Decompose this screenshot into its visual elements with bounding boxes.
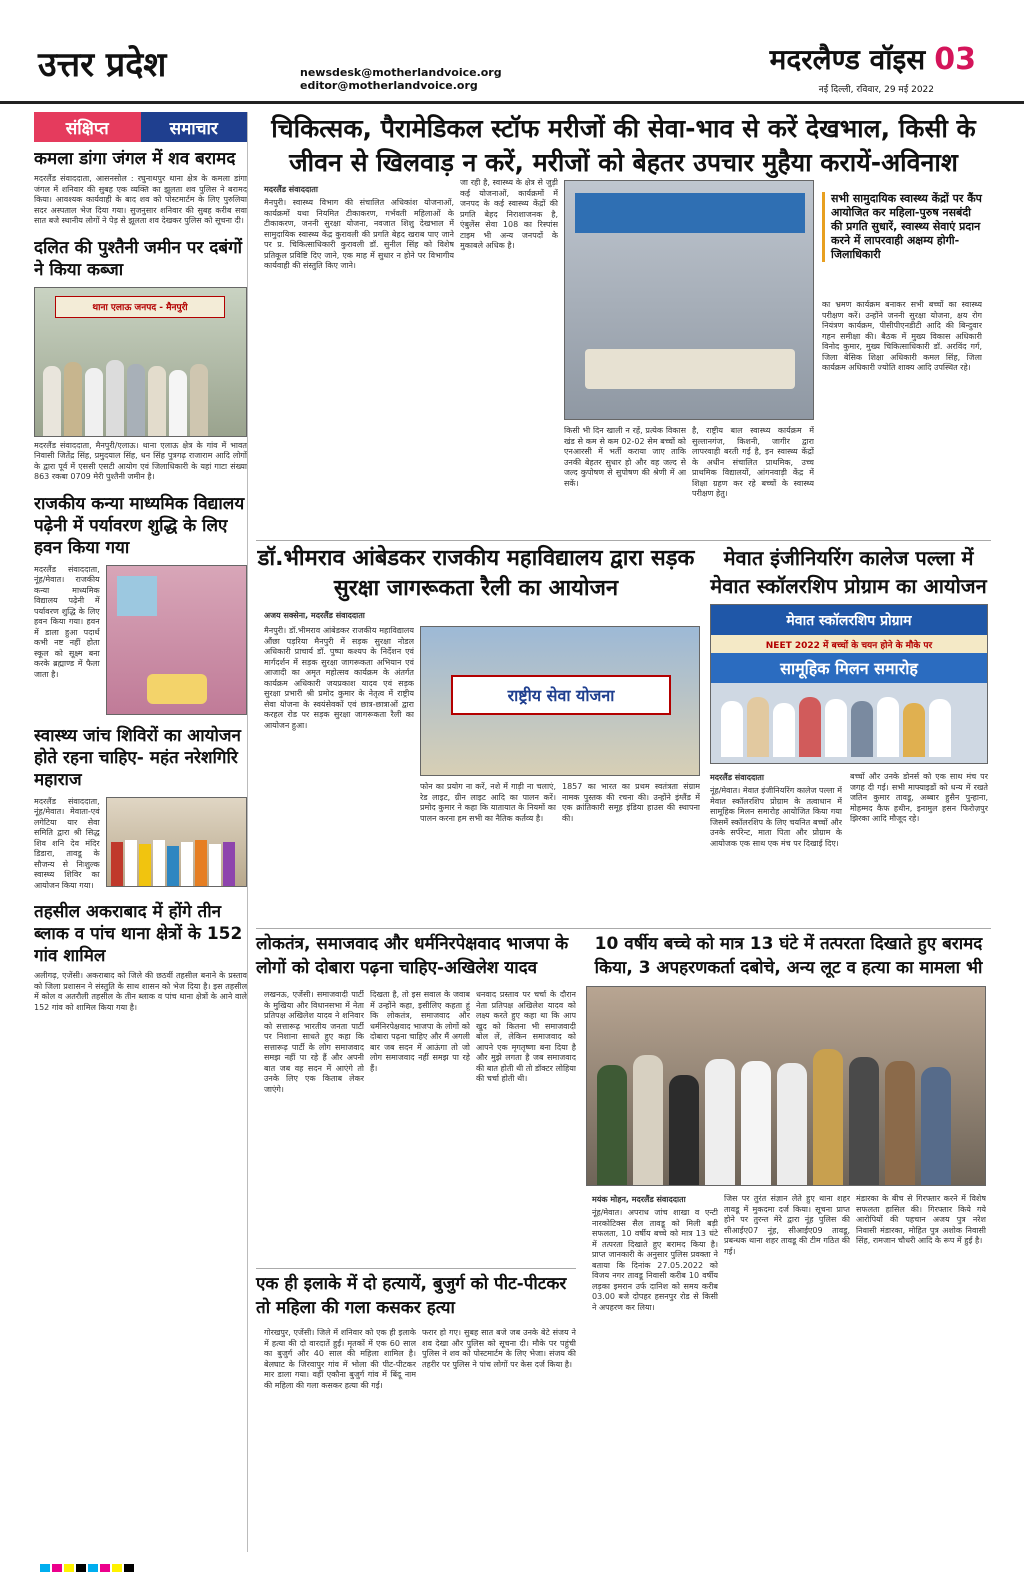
lead-body-3: किसी भी दिन खाली न रहें, प्रत्येक विकास खंड से कम से कम 02-02 सेम बच्चों को एनआरसी में भर्ती कराया जाए ताकि उनकी बेहतर सुधार हो और वह जल्द से जल्द कुपोषण से सुपोषण की श्रेणी में आ सकें। bbox=[564, 426, 686, 488]
havan-kund bbox=[147, 674, 207, 704]
mewat-byline: मदरलैंड संवाददाता bbox=[710, 773, 764, 782]
akhilesh-body-2: दिखता है, तो इस सवाल के जवाब में उन्होंने कहा, इसीलिए कहता हूं कि लोकतंत्र, समाजवाद और धर्मनिरपेक्षवाद भाजपा के लोगों को दोबारा पढ़ना चाहिए और मैं अगली बार जब सदन में आऊंगा तो जो लोग समाजवाद नहीं समझ पा रहे हैं। bbox=[370, 990, 470, 1073]
rally-body-3: 1857 का भारत का प्रथम स्वतंत्रता संग्राम नामक पुस्तक की रचना की। उन्होंने इंग्लैंड में एक क्रांतिकारी समूह इंडिया हाउस की स्थापना की। bbox=[562, 782, 700, 823]
scholarship-photo bbox=[710, 604, 988, 764]
rally-body-1: मैनपुरी। डॉ.भीमराव आंबेडकर राजकीय महाविद्यालय औंछा पड़रिया मैनपुरी में सड़क सुरक्षा नोडल अधिकारी प्राचार्य डॉ. पुष्पा कश्यप के निर्देशन एवं मार्गदर्शन में सड़क सुरक्षा जागरूकता अभियान एवं आजादी का अमृत महोत्सव कार्यक्रम के अंतर्गत कार्यक्रम अधिकारी जयप्रकाश यादव एवं सड़क सुरक्षा प्रभारी श्री प्रमोद कुमार के नेतृत्व में राष्ट्रीय सेवा योजना के स्वयंसेवकों एवं छात्र-छात्राओं द्वारा करहल रोड पर सड़क सुरक्षा जागरूकता रैली का आयोजन हुआ। bbox=[264, 626, 414, 730]
lead-body-2: जा रही है, स्वास्थ्य के क्षेत्र से जुड़ी कई योजनाओं, कार्यक्रमों में जनपद के कई स्वास्थ्य केंद्रों की प्रगति बेहद निराशाजनक है, एंबुलेंस सेवा 108 का रिस्पांस टाइम भी अन्य जनपदों के मुकाबले अधिक है। bbox=[460, 178, 558, 250]
brief-headline-3: राजकीय कन्या माध्यमिक विद्यालय पढ़ेनी में पर्यावरण शुद्धि के लिए हवन किया गया bbox=[34, 493, 245, 558]
brief-tag-2: समाचार bbox=[141, 112, 248, 142]
police-station-sign: थाना एलाऊ जनपद - मैनपुरी bbox=[55, 296, 225, 318]
meeting-photo bbox=[564, 180, 814, 420]
arrest-photo bbox=[586, 986, 986, 1186]
akhilesh-headline: लोकतंत्र, समाजवाद और धर्मनिरपेक्षवाद भाजपा के लोगों को दोबारा पढ़ना चाहिए-अखिलेश यादव bbox=[256, 934, 569, 978]
brief-body-4: मदरलैंड संवाददाता, नूंह/मेवात। मेवाता-एवं लगेटिया यार सेवा समिति द्वारा श्री सिद्ध शिव शनि देव मंदिर डिडारा, तावडू के सौजन्य से निःशुल्क स्वास्थ्य शिविर का आयोजन किया गया। bbox=[34, 796, 100, 890]
brief-headline-2: दलित की पुश्तैनी जमीन पर दबंगों ने किया कब्जा bbox=[34, 237, 243, 280]
newsdesk-email[interactable]: newsdesk@motherlandvoice.org bbox=[300, 66, 502, 79]
brief-body-1: मदरलैंड संवाददाता, आसनसोल : रघुनाथपुर थाना क्षेत्र के कमला डांगा जंगल में शनिवार की सुबह एक व्यक्ति का झूलता शव पुलिस ने बरामद किया। आवश्यक कार्यवाही के बाद शव को पोस्टमार्टम के लिए पुरुलिया सदर अस्पताल भेज दिया गया। सुजनुसार शनिवार की सुबह करीब सवा सात बजे स्थानीय लोगों ने पेड़ से झूलता शव देखकर पुलिस को सूचना दी। bbox=[34, 174, 247, 225]
brief-header bbox=[34, 112, 247, 142]
kidnap-headline: 10 वर्षीय बच्चे को मात्र 13 घंटे में तत्परता दिखाते हुए बरामद किया, 3 अपहरणकर्ता दबोचे, अन्य लूट व हत्या का मामला भी bbox=[594, 934, 983, 978]
lead-headline: चिकित्सक, पैरामेडिकल स्टॉफ मरीजों की सेवा-भाव से करें देखभाल, किसी के जीवन से खिलवाड़ न करें, मरीजों को बेहतर उपचार मुहैया करायें-अविनाश bbox=[271, 114, 976, 177]
lead-side-body: का भ्रमण कार्यक्रम बनाकर सभी बच्चों का स्वास्थ्य परीक्षण करें। उन्होंने जननी सुरक्षा योजना, क्षय रोग नियंत्रण कार्यक्रम, पीसीपीएनडीटी आदि की बिन्दुवार गहन समीक्षा की। बैठक में मुख्य विकास अधिकारी विनोद कुमार, मुख्य चिकित्साधिकारी डॉ. अरविंद गर्ग, जिला बेसिक शिक्षा अधिकारी कमल सिंह, जिला कार्यक्रम अधिकारी ज्योति शाक्य आदि उपस्थित रहे। bbox=[822, 300, 982, 372]
brand-name: मदरलैण्ड वॉइस bbox=[769, 43, 926, 76]
akhilesh-body-3: धनवाद प्रस्ताव पर चर्चा के दौरान नेता प्रतिपक्ष अखिलेश यादव को लक्ष्य करते हुए कहा था कि आप खुद को कितना भी समाजवादी बोल लें, लेकिन समाजवाद को आपने एक मृगतृष्णा बना दिया है और मुझे लगता है जब समाजवाद की बात होती थी तो डॉक्टर लोहिया की चर्चा होती थी। bbox=[476, 990, 576, 1083]
milan-banner: सामूहिक मिलन समारोह bbox=[711, 653, 987, 683]
brief-body-2: मदरलैंड संवाददाता, मैनपुरी/एलाऊ। थाना एलाऊ क्षेत्र के गांव में भावत निवासी जितेंद्र सिंह, प्रमुदयाल सिंह, धन सिंह पुत्रगढ़ राजाराम आदि लोगों के द्वारा पूर्व में एससी एसटी आयोग एवं जिलाधिकारी के यहां गाटा संख्या 863 रकबा 0709 मेरी पुश्तैनी जमीन है। bbox=[34, 440, 247, 481]
kidnap-body-3: मंडारका के बीच से गिरफ्तार करने में विशेष सफलता हासिल की। गिरफ्तार किये गये आरोपियों की पहचान अजय पुत्र नरेश निवासी मंडारका, मोहित पुत्र अशोक निवासी सिंह, रामजान चौधरी आदि के रूप में हुई है। bbox=[856, 1194, 986, 1245]
akhilesh-body-1: लखनऊ, एजेंसी। समाजवादी पार्टी के मुखिया और विधानसभा में नेता प्रतिपक्ष अखिलेश यादव ने शनिवार को सत्तारूढ़ भारतीय जनता पार्टी पर निशाना साधते हुए कहा कि सत्तारूढ़ पार्टी के लोग समाजवाद समझ नहीं पा रहे हैं और अपनी बात जब वह सदन में आएंगे तो उनके लिए एक किताब लेकर जाएंगे। bbox=[264, 990, 364, 1094]
brief-tag-1: संक्षिप्त bbox=[34, 112, 141, 142]
rally-headline: डॉ.भीमराव आंबेडकर राजकीय महाविद्यालय द्वारा सड़क सुरक्षा जागरूकता रैली का आयोजन bbox=[257, 546, 695, 601]
nss-banner: राष्ट्रीय सेवा योजना bbox=[451, 675, 671, 715]
mewat-body-1: नूंह/मेवात। मेवात इंजीनियरिंग कालेज पल्ला में मेवात स्कॉलरशिप प्रोग्राम के तत्वाधान में सामूहिक मिलन समारोह आयोजित किया गया जिसमें स्कॉलरशिप के लिए चयनित बच्चों और उनके सर्परेन्ट, माता पिता और प्रोग्राम के आयोजक एक साथ एक मंच पर दिखाई दिए। bbox=[710, 786, 842, 848]
kidnap-body-2: जिस पर तुरंत संज्ञान लेते हुए थाना शहर तावडू में मुकदमा दर्ज किया। सूचना प्राप्त होने पर तुरन्त मेरे द्वारा नूंह पुलिस की सीआईए07 नूंह, सीआईए09 तावडू, प्रबन्धक थाना शहर तावडू की टीम गठित की गई। bbox=[724, 1194, 850, 1256]
scholarship-banner: मेवात स्कॉलरशिप प्रोग्राम bbox=[711, 605, 987, 635]
rally-body-2: फोन का प्रयोग ना करें, नशे में गाड़ी ना चलाएं, रेड लाइट, ग्रीन लाइट आदि का पालन करें। प्रमोद कुमार ने कहा कि यातायात के नियमों का पालन करना हम सभी का नैतिक कर्तव्य है। bbox=[420, 782, 556, 823]
contact-emails bbox=[300, 66, 502, 92]
wall-poster bbox=[117, 576, 157, 616]
brief-headline-4: स्वास्थ्य जांच शिविरों का आयोजन होते रहना चाहिए- महंत नरेशगिरि महाराज bbox=[34, 725, 241, 790]
stage-people bbox=[721, 695, 977, 757]
kidnap-byline: मयंक मोहन, मदरलैंड संवाददाता bbox=[592, 1195, 686, 1204]
rally-byline: अजय सक्सेना, मदरलैंड संवाददाता bbox=[264, 611, 365, 620]
arrest-figures bbox=[597, 1035, 977, 1185]
main-area bbox=[256, 112, 991, 1552]
murder-body-1: गोरखपुर, एजेंसी। जिले में शनिवार को एक ही इलाके में हत्या की दो वारदातें हुईं। मृतकों में एक 60 साल का बुजुर्ग और 40 साल की महिला शामिल है। बेलघाट के जिरवापुर गांव में भोला की पीट-पीटकर मार डाला गया। वहीं एकौना बुजुर्ग गांव में बिंदू नाम की महिला की गला कसकर हत्या की गई। bbox=[264, 1328, 416, 1390]
conference-table bbox=[585, 349, 795, 389]
mewat-headline: मेवात इंजीनियरिंग कालेज पल्ला में मेवात स्कॉलरशिप प्रोग्राम का आयोजन bbox=[710, 546, 987, 598]
lead-body-1: मैनपुरी। स्वास्थ्य विभाग की संचालित अधिकांश योजनाओं, कार्यक्रमों यथा नियमित टीकाकरण, गर्भवती महिलाओं के टीकाकरण, जननी सुरक्षा योजना, नवजात शिशु देखभाल में सामुदायिक स्वास्थ्य केंद्र कुरावली की प्रगति बेहद खराब पाए जाने पर प्र. चिकित्साधिकारी कुरावली डॉ. सुनील सिंह को विशेष प्रतिकूल प्रविष्टि दिए जाने, एक माह में सुधार न होने पर विभागीय कार्यवाही की संस्तुति किए जाने। bbox=[264, 198, 454, 270]
lead-byline: मदरलैंड संवाददाता bbox=[264, 185, 318, 194]
murder-body-2: फरार हो गए। सुबह सात बजे जब उनके बेटे संजय ने शव देखा और पुलिस को सूचना दी। मौके पर पहुंची पुलिस ने शव को पोस्टमार्टम के लिए भेजा। संजय की तहरीर पर पुलिस ने पांच लोगों पर केस दर्ज किया है। bbox=[422, 1328, 576, 1369]
brief-body-3: मदरलैंड संवाददाता, नूंह/मेवात। राजकीय कन्या माध्यमिक विद्यालय पढ़ेनी में पर्यावरण शुद्धि के लिए हवन किया गया। हवन में डाला हुआ पदार्थ कभी नष्ट नहीं होता स्कूल को सूक्ष्म बना करके ब्रह्माण्ड में फैला जाता है। bbox=[34, 564, 100, 679]
page-number: 03 bbox=[934, 42, 976, 77]
section-title: उत्तर प्रदेश bbox=[38, 45, 167, 85]
editor-email[interactable]: editor@motherlandvoice.org bbox=[300, 79, 478, 92]
masthead bbox=[0, 0, 1024, 104]
health-camp-photo bbox=[106, 797, 247, 887]
dateline: नई दिल्ली, रविवार, 29 मई 2022 bbox=[818, 85, 934, 95]
lead-pull-quote: सभी सामुदायिक स्वास्थ्य केंद्रों पर कैंप आयोजित कर महिला-पुरुष नसबंदी की प्रगति सुधारें, स्वास्थ्य सेवाएं प्रदान करने में लापरवाही अक्षम्य होगी-जिलाधिकारी bbox=[822, 192, 982, 262]
brief-headline-1: कमला डांगा जंगल में शव बरामद bbox=[34, 149, 236, 169]
brief-body-5: अलीगढ़, एजेंसी। अकराबाद को जिले की छठवीं तहसील बनाने के प्रस्ताव को जिला प्रशासन ने संस्तुति के साथ शासन को भेज दिया है। इस तहसील में कोल व अतरौली तहसील के तीन ब्लाक व पांच थाना क्षेत्रों के आने वाले 152 गांव को शामिल किया गया है। bbox=[34, 971, 247, 1012]
murder-headline: एक ही इलाके में दो हत्यायें, बुजुर्ग को पीट-पीटकर तो महिला की गला कसकर हत्या bbox=[256, 1274, 567, 1318]
print-color-bar bbox=[40, 1564, 134, 1572]
police-station-photo bbox=[34, 287, 247, 437]
mewat-body-2: बच्चों और उनके डोनर्स को एक साथ मंच पर जगह दी गई। सभी माफ्याइडों को धन्य में रखते जतिन कुमार तावडू, अब्बार हुसैन पुन्हाना, मोहम्मद कैफ हथीन, इनामुल हसन फिरोज़पुर झिरका आदि मौजूद रहे। bbox=[850, 772, 988, 823]
brand-block bbox=[770, 40, 976, 78]
lead-body-4: है, राष्ट्रीय बाल स्वास्थ्य कार्यक्रम में सुल्तानगंज, किशनी, जागीर द्वारा लापरवाही बरती गई है, इन स्वास्थ्य केंद्रों के अधीन संचालित प्राथमिक, उच्च प्राथमिक विद्यालयों, आंगनवाड़ी केंद्र में शिक्षा ग्रहण कर रहे बच्चों के स्वास्थ्य परीक्षण हेतु। bbox=[692, 426, 814, 498]
meeting-screen bbox=[575, 193, 805, 233]
brief-column bbox=[34, 112, 248, 1552]
group-figures bbox=[43, 356, 241, 436]
brief-headline-5: तहसील अकराबाद में होंगे तीन ब्लाक व पांच थाना क्षेत्रों के 152 गांव शामिल bbox=[34, 902, 243, 966]
havan-photo bbox=[106, 565, 247, 715]
rally-photo bbox=[420, 626, 700, 776]
kidnap-body-1: नूंह/मेवात। अपराध जांच शाखा व एन्टी नारकोटिक्स सैल तावडू को मिली बड़ी सफलता, 10 वर्षीय बच्चे को मात्र 13 घंटे में तत्परता दिखाते हुए बरामद किया है। प्राप्त जानकारी के अनुसार पुलिस प्रवक्ता ने बताया कि दिनांक 27.05.2022 को विजय नगर तावडू निवासी करीब 10 वर्षीय लड़का इमरान उर्फ दानिश को समय करीब 03.00 बजे दोपहर हसनपुर रोड से किसी ने अपहरण कर लिया। bbox=[592, 1208, 718, 1312]
neet-banner: NEET 2022 में बच्चों के चयन होने के मौके पर bbox=[711, 635, 987, 653]
